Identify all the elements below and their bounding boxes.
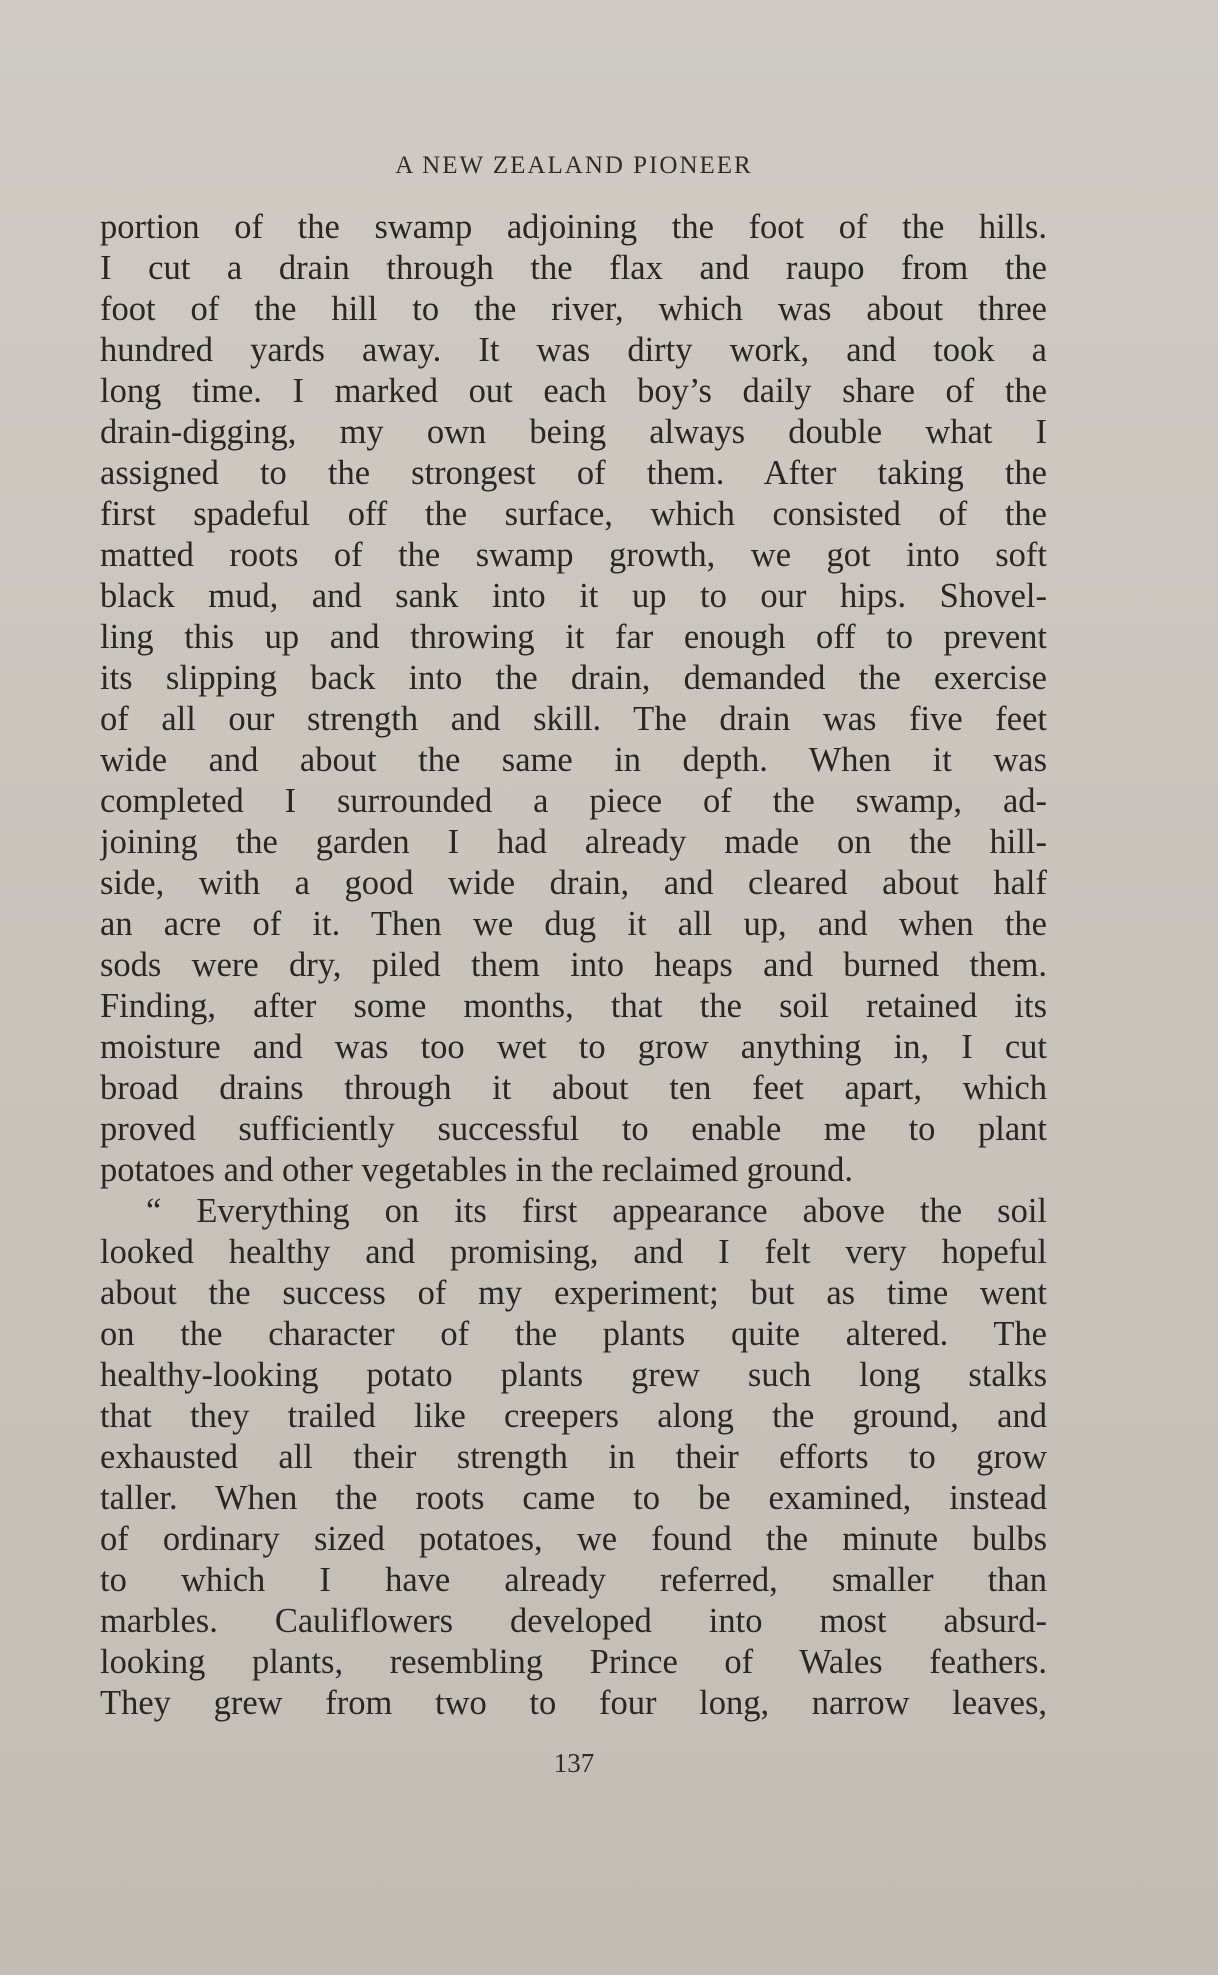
text-line: Finding, after some months, that the soil retained its (100, 987, 1047, 1025)
text-line: taller. When the roots came to be examined, instead (100, 1479, 1047, 1517)
text-line: exhausted all their strength in their efforts to grow (100, 1438, 1047, 1476)
text-line: moisture and was too wet to grow anything in, I cut (100, 1028, 1047, 1066)
text-line: potatoes and other vegetables in the reclaimed ground. (100, 1151, 853, 1189)
text-line: side, with a good wide drain, and cleared about half (100, 864, 1047, 902)
text-line: black mud, and sank into it up to our hips. Shovel- (100, 577, 1047, 615)
text-line: proved sufficiently successful to enable me to plant (100, 1110, 1047, 1148)
text-line: assigned to the strongest of them. After taking the (100, 454, 1047, 492)
text-line: portion of the swamp adjoining the foot of the hills. (100, 208, 1047, 246)
text-line: completed I surrounded a piece of the swamp, ad- (100, 782, 1047, 820)
text-line: on the character of the plants quite altered. The (100, 1315, 1047, 1353)
body-text (100, 207, 1047, 1724)
text-line: hundred yards away. It was dirty work, and took a (100, 331, 1047, 369)
text-line: foot of the hill to the river, which was about three (100, 290, 1047, 328)
text-line: its slipping back into the drain, demanded the exercise (100, 659, 1047, 697)
text-line: “ Everything on its first appearance above the soil (146, 1192, 1047, 1230)
text-line: first spadeful off the surface, which consisted of the (100, 495, 1047, 533)
page-number: 137 (553, 1748, 595, 1778)
text-line: They grew from two to four long, narrow leaves, (100, 1684, 1047, 1722)
text-line: that they trailed like creepers along the ground, and (100, 1397, 1047, 1435)
text-line: of all our strength and skill. The drain was five feet (100, 700, 1047, 738)
text-line: healthy-looking potato plants grew such long stalks (100, 1356, 1047, 1394)
text-line: of ordinary sized potatoes, we found the minute bulbs (100, 1520, 1047, 1558)
text-line: looking plants, resembling Prince of Wales feathers. (100, 1643, 1047, 1681)
text-line: sods were dry, piled them into heaps and burned them. (100, 946, 1047, 984)
text-line: about the success of my experiment; but as time went (100, 1274, 1047, 1312)
text-line: I cut a drain through the flax and raupo from the (100, 249, 1047, 287)
text-line: an acre of it. Then we dug it all up, and when the (100, 905, 1047, 943)
text-line: to which I have already referred, smaller than (100, 1561, 1047, 1599)
text-line: looked healthy and promising, and I felt very hopeful (100, 1233, 1047, 1271)
running-head: A NEW ZEALAND PIONEER (395, 152, 753, 179)
text-line: broad drains through it about ten feet apart, which (100, 1069, 1047, 1107)
text-line: matted roots of the swamp growth, we got into soft (100, 536, 1047, 574)
text-line: wide and about the same in depth. When it was (100, 741, 1047, 779)
text-line: ling this up and throwing it far enough off to prevent (100, 618, 1047, 656)
text-line: joining the garden I had already made on the hill- (100, 823, 1047, 861)
text-line: marbles. Cauliflowers developed into most absurd- (100, 1602, 1047, 1640)
text-line: long time. I marked out each boy’s daily share of the (100, 372, 1047, 410)
text-line: drain-digging, my own being always double what I (100, 413, 1047, 451)
